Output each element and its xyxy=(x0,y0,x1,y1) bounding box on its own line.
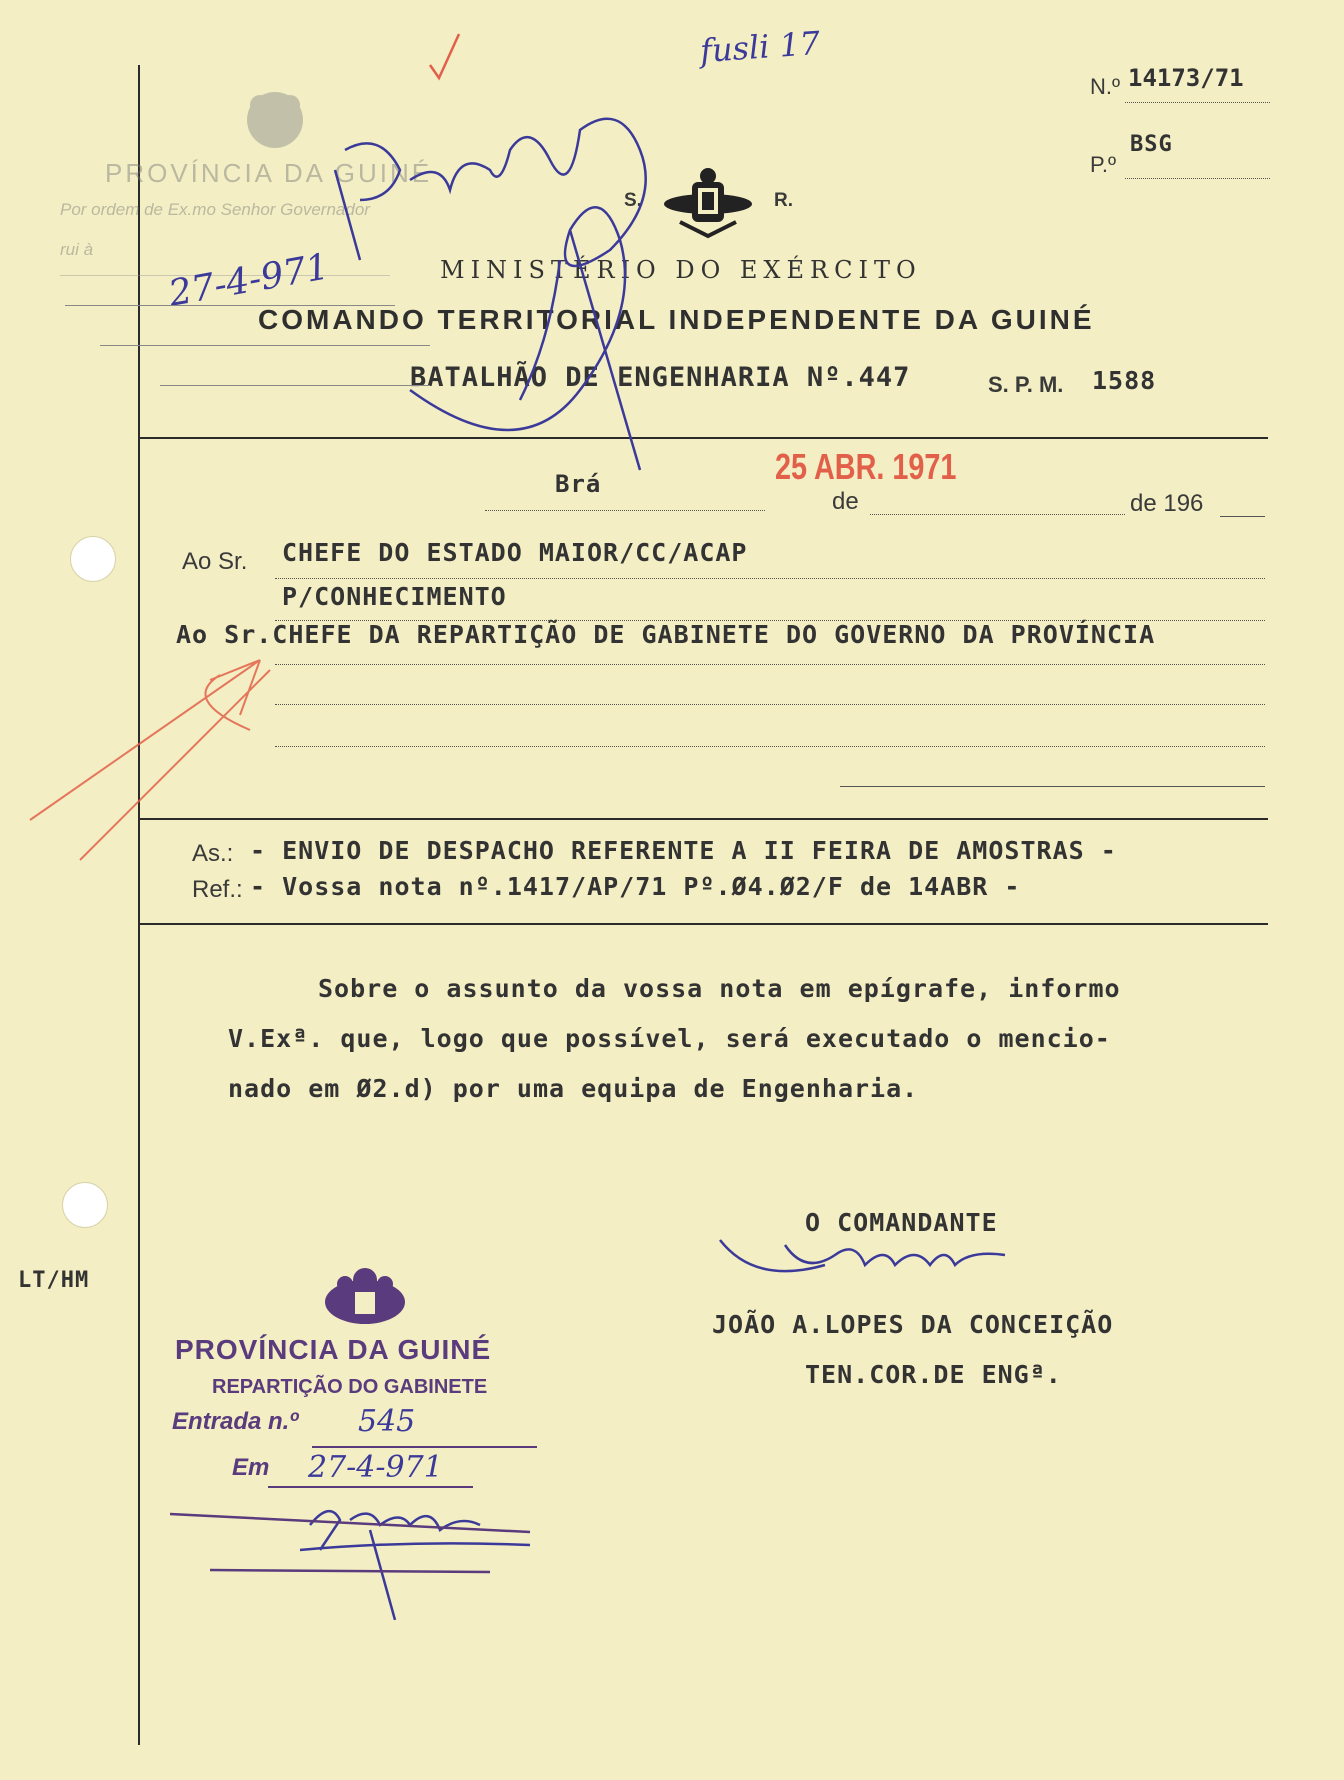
body-line1: Sobre o assunto da vossa nota em epígrafe, informo xyxy=(318,974,1121,1003)
signature-scrawl xyxy=(715,1225,1015,1295)
stamp-entrada-value: 545 xyxy=(358,1404,416,1439)
punch-hole-top xyxy=(70,536,116,582)
stamp-line1: PROVÍNCIA DA GUINÉ xyxy=(175,1334,492,1365)
addressee-line1: CHEFE DO ESTADO MAIOR/CC/ACAP xyxy=(282,538,748,567)
rule-header xyxy=(138,437,1268,439)
as-text: - ENVIO DE DESPACHO REFERENTE A II FEIRA DE AMOSTRAS - xyxy=(250,836,1117,865)
as-label: As.: xyxy=(192,840,234,867)
body-line3: nado em Ø2.d) por uma equipa de Engenharia. xyxy=(228,1074,919,1103)
signature-title: O COMANDANTE xyxy=(805,1208,998,1237)
stamp-crest-icon xyxy=(315,1262,415,1334)
addressee-line2: P/CONHECIMENTO xyxy=(282,582,507,611)
handwritten-date: 27-4-971 xyxy=(165,246,333,315)
signature-rank: TEN.COR.DE ENGª. xyxy=(805,1360,1062,1389)
ref-text: - Vossa nota nº.1417/AP/71 Pº.Ø4.Ø2/F de 14ABR - xyxy=(250,872,1021,901)
spm-label: S. P. M. xyxy=(988,372,1064,397)
stamp-line2: REPARTIÇÃO DO GABINETE xyxy=(212,1376,488,1398)
faded-stamp-line2: Por ordem de Ex.mo Senhor Governador xyxy=(60,200,370,219)
number-label: N.º xyxy=(1090,74,1121,99)
ao-sr-label: Ao Sr. xyxy=(182,548,248,575)
body-line2: V.Exª. que, logo que possível, será executado o mencio- xyxy=(228,1024,1111,1053)
faded-crest-icon xyxy=(230,80,320,160)
signature-name: JOÃO A.LOPES DA CONCEIÇÃO xyxy=(712,1310,1114,1339)
p-label: P.º xyxy=(1090,152,1116,177)
battalion-title: BATALHÃO DE ENGENHARIA Nº.447 xyxy=(410,362,911,393)
stamp-entrada-label: Entrada n.º xyxy=(172,1408,299,1435)
margin-line xyxy=(138,65,140,1745)
faded-stamp-line3: rui à xyxy=(60,240,94,259)
ministry-title: MINISTÉRIO DO EXÉRCITO xyxy=(440,256,922,284)
command-title: COMANDO TERRITORIAL INDEPENDENTE DA GUINÉ xyxy=(258,304,1095,335)
red-check-icon xyxy=(425,30,465,90)
addressee-line3: Ao Sr.CHEFE DA REPARTIÇÃO DE GABINETE DO GOVERNO DA PROVÍNCIA xyxy=(176,620,1156,649)
p-value: BSG xyxy=(1130,132,1173,157)
rule-subject xyxy=(138,923,1268,925)
ref-label: Ref.: xyxy=(192,876,243,903)
s-label: S. xyxy=(624,190,642,211)
typist-initials: LT/HM xyxy=(18,1268,90,1293)
stamp-em-label: Em xyxy=(232,1454,270,1481)
spm-value: 1588 xyxy=(1092,366,1157,395)
r-label: R. xyxy=(774,190,793,211)
de-label-1: de xyxy=(832,488,859,515)
date-stamp: 25 ABR. 1971 xyxy=(775,446,957,487)
stamp-signature-scrawl xyxy=(170,1490,550,1620)
handwritten-scrawl xyxy=(320,90,680,480)
punch-hole-bottom xyxy=(62,1182,108,1228)
faded-stamp-line1: PROVÍNCIA DA GUINÉ xyxy=(105,158,433,188)
de-label-2: de 196 xyxy=(1130,490,1204,517)
place: Brá xyxy=(555,470,602,498)
handwritten-top-note: fusli 17 xyxy=(698,23,822,71)
stamp-em-value: 27-4-971 xyxy=(308,1450,443,1485)
number-value: 14173/71 xyxy=(1128,64,1244,92)
